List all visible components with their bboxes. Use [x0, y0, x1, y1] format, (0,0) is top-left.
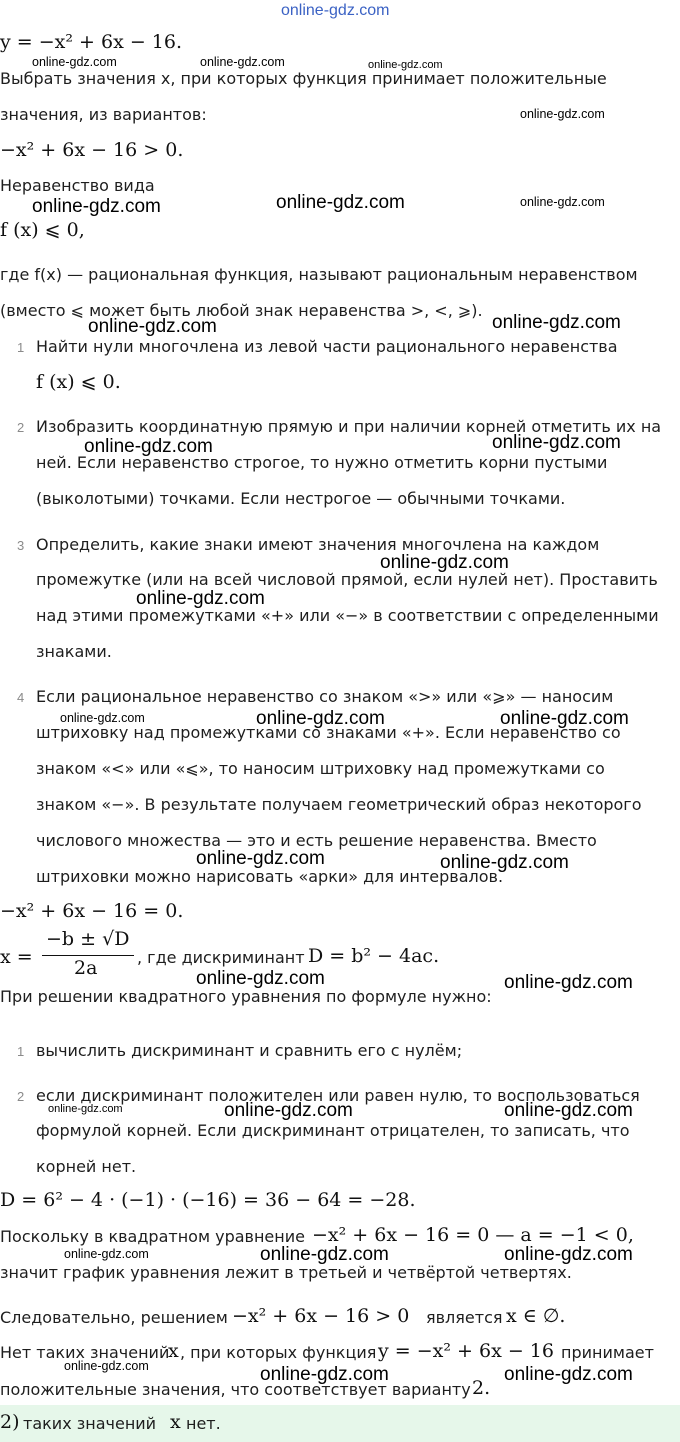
step-text: штриховки можно нарисовать «арки» для интервалов. — [36, 867, 504, 886]
answer-text: нет. — [186, 1414, 221, 1433]
watermark: online-gdz.com — [256, 708, 385, 729]
watermark: online-gdz.com — [260, 1364, 389, 1385]
step-text: Изобразить координатную прямую и при наличии корней отметить их на — [36, 417, 662, 436]
conclusion-inequality: −x² + 6x − 16 > 0 — [232, 1305, 410, 1327]
watermark: online-gdz.com — [440, 852, 569, 873]
final-text: , при которых функция — [180, 1343, 377, 1362]
final-text: Нет таких значений — [0, 1343, 170, 1362]
task-inequality: −x² + 6x − 16 > 0. — [0, 139, 184, 161]
step-text: над этими промежутками «+» или «−» в соответствии с определенными — [36, 606, 659, 625]
step-text: (выколотыми) точками. Если нестрогое — обычными точками. — [36, 489, 566, 508]
formula-denominator: 2a — [74, 957, 98, 979]
watermark: online-gdz.com — [136, 588, 265, 609]
formula-numerator: −b ± √D — [46, 928, 130, 950]
discriminant-formula: D = b² − 4ac. — [308, 945, 440, 967]
watermark: online-gdz.com — [520, 107, 605, 121]
fraction-bar — [42, 955, 134, 956]
quad-step-text: если дискриминант положителен или равен нулю, то воспользоваться — [36, 1086, 640, 1105]
final-variant-number: 2. — [472, 1377, 491, 1399]
watermark: online-gdz.com — [32, 196, 161, 217]
watermark: online-gdz.com — [504, 1100, 633, 1121]
discriminant-calc: D = 6² − 4 · (−1) · (−16) = 36 − 64 = −28. — [0, 1189, 416, 1211]
watermark: online-gdz.com — [368, 59, 443, 71]
root-formula-fraction — [42, 928, 134, 979]
watermark: online-gdz.com — [48, 1103, 123, 1115]
watermark: online-gdz.com — [380, 552, 509, 573]
watermark: online-gdz.com — [504, 1244, 633, 1265]
watermark: online-gdz.com — [492, 432, 621, 453]
step-text: знаком «−». В результате получаем геометрический образ некоторого — [36, 795, 642, 814]
answer-x: x — [170, 1411, 181, 1433]
final-x: x — [168, 1340, 179, 1362]
quarter-text: значит график уравнения лежит в третьей и четвёртой четвертях. — [0, 1263, 572, 1282]
watermark: online-gdz.com — [84, 436, 213, 457]
step-text: ней. Если неравенство строгое, то нужно отметить корни пустыми — [36, 453, 608, 472]
since-math: −x² + 6x − 16 = 0 — a = −1 < 0, — [312, 1224, 634, 1246]
empty-set-solution: x ∈ ∅. — [506, 1305, 566, 1327]
theory-definition-line1: где f(x) — рациональная функция, называют рациональным неравенством — [0, 265, 638, 284]
theory-form: f (x) ⩽ 0, — [0, 219, 85, 241]
watermark: online-gdz.com — [32, 55, 117, 69]
watermark: online-gdz.com — [64, 1359, 149, 1373]
step-text: штриховку над промежутками со знаками «+». Если неравенство со — [36, 723, 621, 742]
watermark: online-gdz.com — [224, 1100, 353, 1121]
watermark: online-gdz.com — [196, 848, 325, 869]
watermark: online-gdz.com — [504, 1364, 633, 1385]
watermark: online-gdz.com — [260, 1244, 389, 1265]
quad-step-number: 2 — [17, 1089, 25, 1104]
step-text: Найти нули многочлена из левой части рационального неравенства — [36, 337, 618, 356]
quad-intro: При решении квадратного уравнения по формуле нужно: — [0, 987, 492, 1006]
watermark: online-gdz.com — [64, 1247, 149, 1261]
answer-text: таких значений — [23, 1414, 157, 1433]
answer-number: 2) — [0, 1411, 20, 1433]
final-function: y = −x² + 6x − 16 — [378, 1340, 554, 1362]
step-text: знаками. — [36, 642, 112, 661]
quad-step-number: 1 — [17, 1044, 25, 1059]
step-number: 4 — [17, 690, 25, 705]
task-prompt-line2: значения, из вариантов: — [0, 105, 207, 124]
quad-step-text: вычислить дискриминант и сравнить его с нулём; — [36, 1041, 463, 1060]
quad-step-text: корней нет. — [36, 1157, 137, 1176]
conclusion-text: является — [426, 1308, 503, 1327]
step-number: 2 — [17, 420, 25, 435]
since-text: Поскольку в квадратном уравнение — [0, 1227, 305, 1246]
watermark: online-gdz.com — [276, 192, 405, 213]
final-text: принимает — [561, 1343, 654, 1362]
step-number: 1 — [17, 340, 25, 355]
theory-intro: Неравенство вида — [0, 176, 155, 195]
final-text: положительные значения, что соответствует варианту — [0, 1380, 471, 1399]
theory-definition-line2: (вместо ⩽ может быть любой знак неравенства >, <, ⩾). — [0, 301, 483, 320]
watermark: online-gdz.com — [520, 195, 605, 209]
watermark: online-gdz.com — [500, 708, 629, 729]
formula-lhs: x = — [0, 946, 33, 968]
formula-rest-text: , где дискриминант — [137, 948, 305, 967]
watermark: online-gdz.com — [504, 972, 633, 993]
quad-step-text: формулой корней. Если дискриминант отрицателен, то записать, что — [36, 1121, 630, 1140]
watermark: online-gdz.com — [60, 711, 145, 725]
task-prompt-line1: Выбрать значения x, при которых функция принимает положительные — [0, 69, 607, 88]
watermark: online-gdz.com — [200, 55, 285, 69]
watermark: online-gdz.com — [492, 312, 621, 333]
conclusion-text: Следовательно, решением — [0, 1308, 228, 1327]
site-header-watermark[interactable]: online-gdz.com — [281, 2, 390, 19]
step-text: Определить, какие знаки имеют значения многочлена на каждом — [36, 535, 600, 554]
equation: −x² + 6x − 16 = 0. — [0, 900, 184, 922]
watermark: online-gdz.com — [196, 968, 325, 989]
function-formula: y = −x² + 6x − 16. — [0, 31, 183, 53]
watermark: online-gdz.com — [88, 316, 217, 337]
step-text: Если рациональное неравенство со знаком «>» или «⩾» — наносим — [36, 687, 614, 706]
step-math: f (x) ⩽ 0. — [36, 371, 121, 393]
step-text: знаком «<» или «⩽», то наносим штриховку над промежутками со — [36, 759, 605, 778]
step-number: 3 — [17, 538, 25, 553]
step-text: числового множества — это и есть решение неравенства. Вместо — [36, 831, 597, 850]
step-text: промежутке (или на всей числовой прямой, если нулей нет). Проставить — [36, 570, 658, 589]
